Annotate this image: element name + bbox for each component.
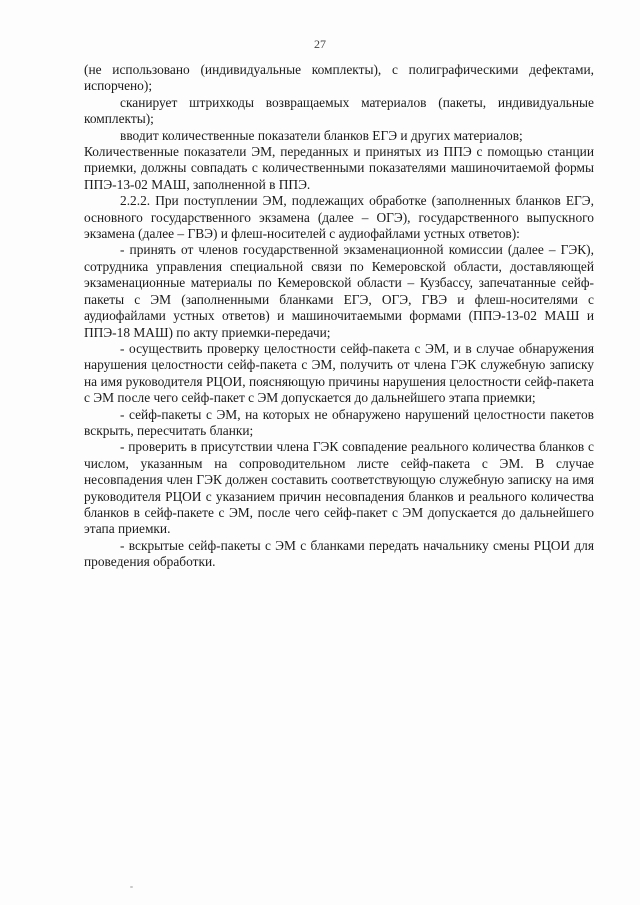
paragraph-2: сканирует штрихкоды возвращаемых материалов (пакеты, индивидуальные комплекты); bbox=[84, 94, 594, 127]
list-item-verify-count: - проверить в присутствии члена ГЭК совпадение реального количества бланков с числом, указанным на сопроводительном листе сейф-пакета с ЭМ. В случае несовпадения член ГЭК должен составить соответствующую служебную записку на имя руководителя РЦОИ с указанием причин несовпадения бланков и реального количества бланков в сейф-пакете с ЭМ, после чего сейф-пакет с ЭМ допускается до дальнейшего этапа приемки. bbox=[84, 439, 594, 537]
paragraph-4: Количественные показатели ЭМ, переданных и принятых из ППЭ с помощью станции приемки, должны совпадать с количественными показателями машиночитаемой формы ППЭ-13-02 МАШ, заполненной в ППЭ. bbox=[84, 144, 594, 192]
scan-speck bbox=[130, 886, 133, 888]
list-item-open-packets: - сейф-пакеты с ЭМ, на которых не обнаружено нарушений целостности пакетов вскрыть, пересчитать бланки; bbox=[84, 406, 594, 438]
document-body bbox=[84, 62, 594, 571]
list-item-check-integrity: - осуществить проверку целостности сейф-пакета с ЭМ, и в случае обнаружения нарушения целостности сейф-пакета с ЭМ, получить от члена ГЭК служебную записку на имя руководителя РЦОИ, поясняющую причины нарушения целостности сейф-пакета с ЭМ после чего сейф-пакет с ЭМ допускается до дальнейшего этапа приемки; bbox=[84, 340, 594, 406]
paragraph-section-2-2-2: 2.2.2. При поступлении ЭМ, подлежащих обработке (заполненных бланков ЕГЭ, основного государственного экзамена (далее – ОГЭ), государственного выпускного экзамена (далее – ГВЭ) и флеш-носителей с аудиофайлами устных ответов): bbox=[84, 193, 594, 242]
list-item-hand-over: - вскрытые сейф-пакеты с ЭМ с бланками передать начальнику смены РЦОИ для проведения обработки. bbox=[84, 537, 594, 570]
paragraph-1: (не использовано (индивидуальные комплекты), с полиграфическими дефектами, испорчено); bbox=[84, 62, 594, 94]
list-item-accept: - принять от членов государственной экзаменационной комиссии (далее – ГЭК), сотрудника управления специальной связи по Кемеровской области, доставляющей экзаменационные материалы по Кемеровской области – Кузбассу, запечатанные сейф-пакеты с ЭМ (заполненными бланками ЕГЭ, ОГЭ, ГВЭ и флеш-носителями с аудиофайлами устных ответов) и машиночитаемыми формами (ППЭ-13-02 МАШ и ППЭ-18 МАШ) по акту приемки-передачи; bbox=[84, 242, 594, 340]
paragraph-3: вводит количественные показатели бланков ЕГЭ и других материалов; bbox=[120, 127, 523, 143]
page-number: 27 bbox=[314, 37, 326, 51]
